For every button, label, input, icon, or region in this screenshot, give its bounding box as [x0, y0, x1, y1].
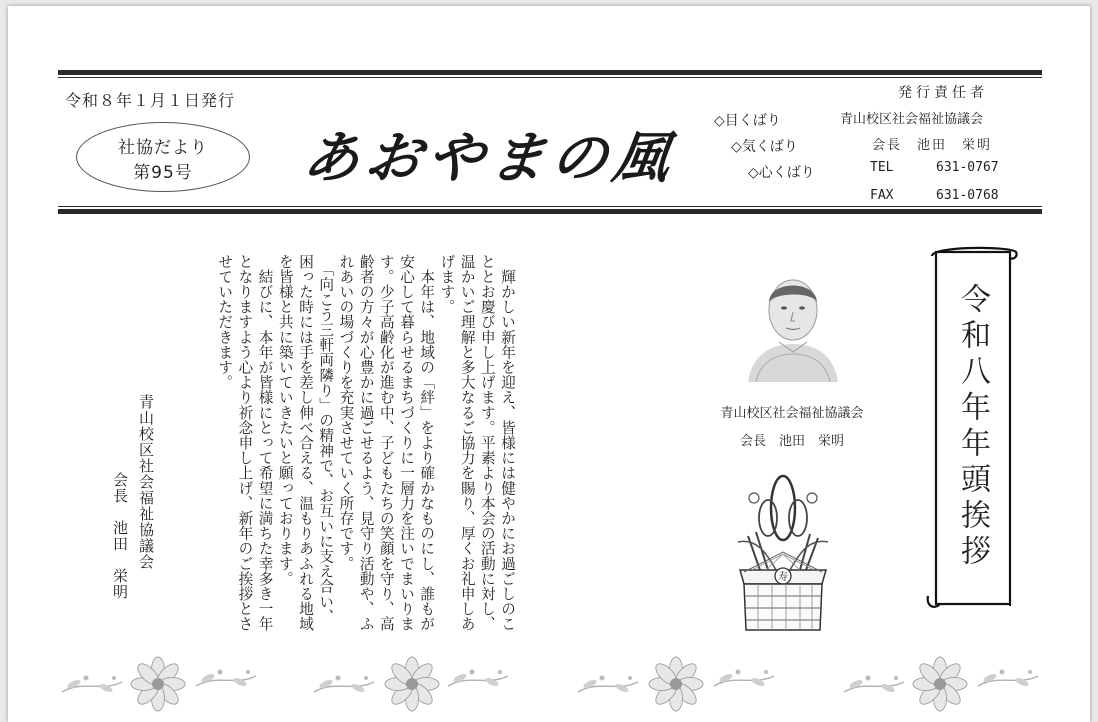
greeting-paragraph-4: 結びに、本年が皆様にとって希望に満ちた幸多き一年となりますよう心より祈念申し上げ、新年のご挨拶とさせていただきます。 [216, 254, 274, 632]
fax-label: FAX [870, 188, 894, 203]
masthead-title: あおやまの風 [298, 125, 681, 191]
newsletter-page [8, 6, 1090, 722]
motto-line-3: ◇心くばり [748, 165, 815, 181]
publisher-fax [870, 188, 999, 203]
motto-line-2: ◇気くばり [731, 139, 798, 155]
signature-name: 会長 池田 栄明 [111, 472, 129, 600]
greeting-paragraph-3: 「向こう三軒両隣り」の精神で、お互いに支え合い、困った時には手を差し伸べ合える、温もりあふれる地域を皆様と共に築いていきたいと願っております。 [276, 254, 335, 632]
top-rule-thin [58, 77, 1042, 78]
greeting-paragraph-1: 輝かしい新年を迎え、皆様には健やかにお過ごしのこととお慶び申し上げます。平素より本会の活動に対し、温かいご理解と多大なるご協力を賜り、厚くお礼申しあげます。 [438, 254, 517, 632]
portrait-caption-organization: 青山校区社会福祉協議会 [720, 406, 864, 421]
bottom-rule-thin [58, 206, 1042, 207]
article-heading: 令和八年年頭挨拶 [955, 283, 990, 571]
kotobuki-char: 寿 [778, 572, 788, 583]
president-portrait [738, 258, 848, 382]
publisher-phone [870, 160, 999, 175]
publisher-organization: 青山校区社会福祉協議会 [840, 112, 984, 127]
tel-number: 631-0767 [936, 160, 999, 175]
kadomatsu-illustration [726, 472, 840, 640]
fax-number: 631-0768 [936, 188, 999, 203]
issue-date: 令和８年１月１日発行 [65, 91, 236, 110]
signature-organization: 青山校区社会福祉協議会 [137, 394, 155, 570]
greeting-paragraph-2: 本年は、地域の「絆」をより確かなものにし、誰もが安心して暮らせるまちづくりに一層力を注いでまいります。少子高齢化が進む中、子どもたちの笑顔を守り、高齢者の方々が心豊かに過ごせるよう、見守り活動や、ふれあいの場づくりを充実させていく所存です。 [337, 254, 436, 632]
publisher-president: 会長 池田 栄明 [872, 138, 993, 153]
issue-number: 第95号 [133, 163, 193, 183]
issue-badge [76, 122, 250, 192]
publisher-role: 発行責任者 [898, 85, 988, 101]
tel-label: TEL [870, 160, 894, 175]
greeting-body [214, 254, 517, 632]
floral-border [8, 646, 1090, 722]
motto-line-1: ◇目くばり [714, 113, 781, 129]
portrait-caption-name: 会長 池田 栄明 [739, 434, 844, 449]
series-name: 社協だより [118, 138, 208, 158]
bottom-rule [58, 209, 1042, 214]
top-rule [58, 70, 1042, 75]
